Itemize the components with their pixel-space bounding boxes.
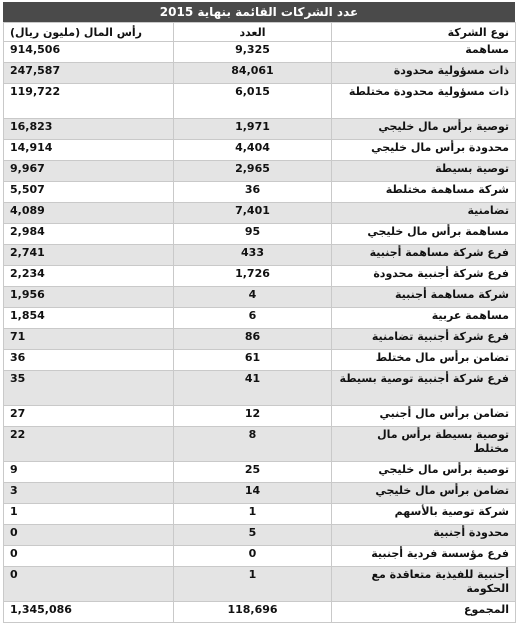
- table-row: [4, 182, 516, 203]
- cell-capital: 16,823: [4, 119, 174, 140]
- cell-company-type: شركة مساهمة مختلطة: [332, 182, 516, 203]
- cell-capital: 5,507: [4, 182, 174, 203]
- cell-company-type: مساهمة عربية: [332, 308, 516, 329]
- cell-company-type: تضامن برأس مال أجنبي: [332, 406, 516, 427]
- cell-capital: 27: [4, 406, 174, 427]
- cell-company-type: فرع مؤسسة فردية أجنبية: [332, 546, 516, 567]
- table-row: [4, 462, 516, 483]
- cell-capital: 2,984: [4, 224, 174, 245]
- table-row: [4, 525, 516, 546]
- cell-count: 7,401: [174, 203, 332, 224]
- cell-count: 1,726: [174, 266, 332, 287]
- cell-count: 4,404: [174, 140, 332, 161]
- header-row: [4, 23, 516, 42]
- cell-capital: 35: [4, 371, 174, 406]
- cell-capital: 71: [4, 329, 174, 350]
- cell-capital: 4,089: [4, 203, 174, 224]
- cell-company-type: فرع شركة أجنبية توصية بسيطة: [332, 371, 516, 406]
- header-capital: رأس المال (مليون ريال): [4, 23, 174, 42]
- cell-count: 2,965: [174, 161, 332, 182]
- cell-capital: 0: [4, 567, 174, 602]
- table-row: [4, 329, 516, 350]
- cell-company-type: ذات مسؤولية محدودة مختلطة: [332, 84, 516, 119]
- cell-count: 61: [174, 350, 332, 371]
- table-row: [4, 483, 516, 504]
- cell-capital: 14,914: [4, 140, 174, 161]
- cell-company-type: شركة مساهمة أجنبية: [332, 287, 516, 308]
- table-row: [4, 308, 516, 329]
- table-row: [4, 406, 516, 427]
- cell-capital: 2,234: [4, 266, 174, 287]
- total-label: المجموع: [332, 602, 516, 623]
- cell-company-type: توصية برأس مال خليجي: [332, 462, 516, 483]
- cell-count: 12: [174, 406, 332, 427]
- cell-count: 95: [174, 224, 332, 245]
- cell-company-type: محدودة أجنبية: [332, 525, 516, 546]
- table-row: [4, 371, 516, 406]
- cell-count: 9,325: [174, 42, 332, 63]
- cell-company-type: أجنبية للفيذية متعاقدة مع الحكومة: [332, 567, 516, 602]
- table-row: [4, 350, 516, 371]
- table-row: [4, 224, 516, 245]
- total-row: [4, 602, 516, 623]
- cell-count: 6,015: [174, 84, 332, 119]
- cell-count: 0: [174, 546, 332, 567]
- cell-count: 8: [174, 427, 332, 462]
- cell-company-type: شركة توصية بالأسهم: [332, 504, 516, 525]
- table-row: [4, 504, 516, 525]
- table-row: [4, 63, 516, 84]
- table-row: [4, 119, 516, 140]
- header-company-type: نوع الشركة: [332, 23, 516, 42]
- total-count: 118,696: [174, 602, 332, 623]
- cell-count: 4: [174, 287, 332, 308]
- cell-count: 86: [174, 329, 332, 350]
- table-title: عدد الشركات القائمة بنهاية 2015: [3, 2, 515, 22]
- cell-capital: 119,722: [4, 84, 174, 119]
- cell-count: 1: [174, 567, 332, 602]
- table-row: [4, 287, 516, 308]
- cell-count: 5: [174, 525, 332, 546]
- cell-company-type: تضامنية: [332, 203, 516, 224]
- cell-count: 36: [174, 182, 332, 203]
- table-row: [4, 245, 516, 266]
- table-row: [4, 546, 516, 567]
- cell-company-type: فرع شركة أجنبية تضامنية: [332, 329, 516, 350]
- cell-company-type: مساهمة: [332, 42, 516, 63]
- cell-count: 433: [174, 245, 332, 266]
- cell-count: 1,971: [174, 119, 332, 140]
- cell-count: 25: [174, 462, 332, 483]
- cell-company-type: مساهمة برأس مال خليجي: [332, 224, 516, 245]
- companies-table: [3, 22, 516, 623]
- cell-capital: 1: [4, 504, 174, 525]
- cell-capital: 0: [4, 546, 174, 567]
- cell-count: 6: [174, 308, 332, 329]
- cell-capital: 9,967: [4, 161, 174, 182]
- cell-company-type: تضامن برأس مال خليجي: [332, 483, 516, 504]
- cell-count: 1: [174, 504, 332, 525]
- cell-capital: 9: [4, 462, 174, 483]
- cell-capital: 1,854: [4, 308, 174, 329]
- cell-capital: 0: [4, 525, 174, 546]
- cell-company-type: فرع شركة مساهمة أجنبية: [332, 245, 516, 266]
- table-body: [4, 42, 516, 602]
- table-row: [4, 140, 516, 161]
- cell-count: 14: [174, 483, 332, 504]
- cell-count: 84,061: [174, 63, 332, 84]
- cell-count: 41: [174, 371, 332, 406]
- cell-company-type: توصية بسيطة: [332, 161, 516, 182]
- cell-capital: 22: [4, 427, 174, 462]
- cell-capital: 2,741: [4, 245, 174, 266]
- table-row: [4, 266, 516, 287]
- cell-company-type: توصية برأس مال خليجي: [332, 119, 516, 140]
- table-row: [4, 42, 516, 63]
- cell-company-type: فرع شركة أجنبية محدودة: [332, 266, 516, 287]
- table-row: [4, 567, 516, 602]
- cell-company-type: تضامن برأس مال مختلط: [332, 350, 516, 371]
- table-row: [4, 84, 516, 119]
- cell-company-type: محدودة برأس مال خليجي: [332, 140, 516, 161]
- cell-capital: 3: [4, 483, 174, 504]
- table-row: [4, 427, 516, 462]
- cell-company-type: توصية بسيطة برأس مال مختلط: [332, 427, 516, 462]
- cell-capital: 36: [4, 350, 174, 371]
- cell-capital: 247,587: [4, 63, 174, 84]
- cell-capital: 1,956: [4, 287, 174, 308]
- table-row: [4, 161, 516, 182]
- header-count: العدد: [174, 23, 332, 42]
- total-capital: 1,345,086: [4, 602, 174, 623]
- table-row: [4, 203, 516, 224]
- cell-capital: 914,506: [4, 42, 174, 63]
- cell-company-type: ذات مسؤولية محدودة: [332, 63, 516, 84]
